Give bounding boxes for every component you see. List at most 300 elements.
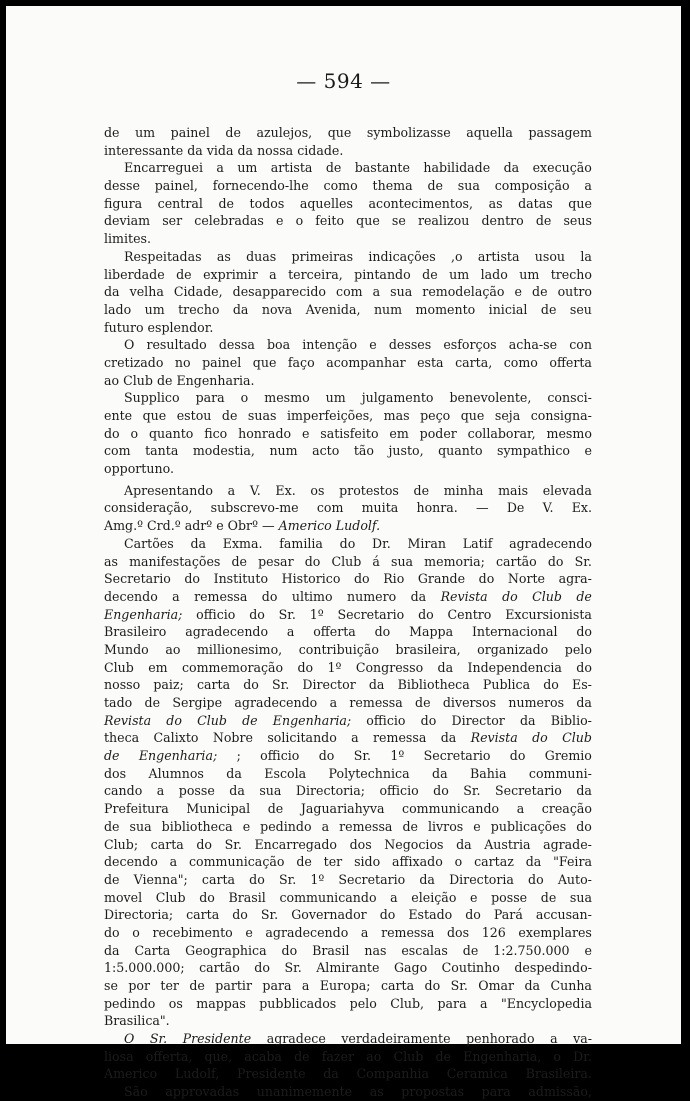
text-line [104, 959, 592, 977]
word: agrade- [543, 836, 592, 852]
word: Engenharia, [463, 1048, 542, 1064]
word: num [373, 301, 403, 317]
word: datas [518, 195, 553, 211]
italic-word: Sr. [149, 1031, 168, 1047]
word: V. [542, 500, 554, 516]
word: consci- [547, 390, 592, 406]
word: acontecimentos, [368, 195, 473, 211]
word: esta [417, 354, 444, 370]
word: todos [249, 195, 285, 211]
word: 1º [390, 748, 405, 764]
text-line [104, 389, 592, 407]
word: da [190, 535, 207, 551]
word: de [218, 195, 234, 211]
text-line [104, 995, 592, 1013]
word: Avenida, [305, 301, 361, 317]
word: Pará [493, 907, 523, 923]
word: Amg.º [104, 518, 144, 534]
word: ultimo [291, 588, 333, 604]
word: satisfeito [320, 425, 379, 441]
word: Dr. [573, 1048, 592, 1064]
word: desses [388, 337, 432, 353]
word: agradecendo [234, 695, 318, 710]
word: pedindo [260, 818, 312, 834]
word: do [353, 571, 370, 587]
word: habilidade [423, 160, 491, 176]
word: despedindo- [514, 960, 592, 976]
italic-word: Club [562, 730, 592, 746]
word: quanto [148, 425, 194, 441]
word: officio [366, 712, 406, 728]
word: Bahia [470, 765, 507, 781]
word: imperfeições, [286, 408, 374, 423]
word: de [156, 372, 173, 388]
word: Cartões [124, 535, 174, 551]
word: Secretario [338, 871, 406, 887]
word: theca [104, 730, 140, 746]
word: Ceramica [446, 1066, 508, 1082]
word: Secretario [337, 606, 405, 622]
text-line [104, 570, 592, 588]
word: Sr. [260, 907, 279, 923]
word: velha [129, 284, 164, 300]
word: a [584, 178, 592, 194]
word: um [135, 125, 156, 140]
word: fornecendo-lhe [212, 178, 309, 194]
italic-word: Engenharia; [104, 606, 183, 622]
text-line [104, 535, 592, 553]
word: se [391, 213, 406, 229]
word: do [478, 571, 495, 587]
italic-word: Ludolf. [335, 518, 381, 534]
word: composição [494, 178, 570, 194]
word: Club [155, 889, 186, 905]
word: azulejos, [256, 125, 313, 140]
word: Latif [462, 535, 493, 551]
word: Alumnos [148, 765, 204, 781]
word: publicações [490, 818, 567, 834]
word: communicando [402, 801, 500, 817]
word: do [418, 606, 434, 622]
word: accusan- [535, 907, 592, 923]
word: para [437, 995, 467, 1011]
word: decendo [104, 854, 158, 870]
word: unanimemente [256, 1084, 353, 1100]
word: com [316, 500, 344, 516]
word: peço [420, 408, 451, 423]
word: commemoração [181, 659, 284, 675]
word: Engenharia. [176, 372, 255, 388]
word: á [372, 553, 380, 569]
word: Estado [408, 907, 453, 923]
text-line [104, 712, 592, 730]
word: paiz; [153, 677, 184, 693]
text-line [104, 889, 592, 907]
text-line [104, 499, 592, 517]
word: em [389, 425, 409, 441]
word: interessante [104, 142, 184, 158]
word: ente [104, 408, 133, 423]
word: artista [477, 248, 520, 264]
word: carta, [455, 354, 493, 370]
word: Polytechnica [328, 765, 410, 781]
word: de [422, 266, 438, 282]
word: sido [354, 854, 381, 870]
word: num [269, 443, 298, 459]
word: Ludolf, [174, 1066, 220, 1082]
word: agra- [558, 571, 592, 587]
word: Club; [104, 836, 139, 852]
word: Brasil [312, 942, 350, 958]
word: sua [457, 178, 480, 194]
text-line [104, 460, 592, 478]
italic-word: O [124, 1031, 135, 1047]
word: que [568, 195, 592, 211]
word: 1º [327, 659, 342, 675]
word: Nobre [212, 730, 253, 746]
word: 1:2.750.000 [493, 942, 570, 958]
word: suas [247, 408, 277, 423]
word: o [132, 924, 140, 940]
word: do [528, 871, 544, 887]
word: sua [259, 783, 282, 799]
italic-word: Engenharia; [138, 748, 218, 764]
word: do [509, 748, 526, 764]
word: 126 [481, 924, 506, 940]
word: os [310, 482, 325, 498]
word: livros [428, 818, 464, 834]
word: Omar [478, 978, 515, 993]
word: painel [202, 354, 242, 370]
word: Brasileira. [525, 1066, 592, 1082]
word: do [576, 818, 592, 834]
word: e [245, 924, 253, 940]
word: memoria; [424, 553, 485, 569]
word: a [550, 1031, 558, 1047]
word: um [519, 266, 540, 282]
text-line [104, 1012, 592, 1030]
text-line [104, 729, 592, 747]
word: execução [532, 160, 592, 176]
word: de [462, 942, 479, 958]
word: Sr. [353, 748, 372, 764]
word: vida [206, 142, 234, 158]
word: Gago [393, 960, 428, 976]
word: manifestações [129, 553, 221, 569]
text-line [104, 800, 592, 818]
word: Sr. [278, 871, 297, 887]
word: — [476, 500, 489, 516]
word: esplendor. [147, 319, 214, 335]
word: da [437, 659, 454, 675]
word: movel [104, 889, 143, 905]
word: trecho [178, 301, 220, 317]
word: V. [249, 482, 261, 498]
word: central [157, 195, 203, 211]
word: bastante [354, 160, 410, 176]
word: do [249, 871, 265, 887]
text-line [104, 659, 592, 677]
word: cartaz [474, 854, 514, 870]
word: de [540, 889, 557, 905]
word: a [227, 482, 236, 498]
text-line [104, 425, 592, 443]
word: communi- [528, 765, 592, 781]
word: officio [379, 783, 419, 799]
word: Rio [383, 571, 405, 587]
word: cidade. [297, 142, 344, 158]
text-line [104, 442, 592, 460]
word: communicando [279, 889, 377, 905]
word: Biblio- [550, 712, 592, 728]
word: o [295, 213, 304, 229]
word: Sr. [272, 677, 290, 693]
word: um [144, 301, 165, 317]
word: Secretario [495, 783, 562, 799]
word: Club, [390, 995, 425, 1011]
word: do [304, 553, 321, 569]
word: da [456, 836, 472, 852]
word: mesmo [264, 390, 310, 406]
word: affixado [392, 854, 443, 870]
word: Internacional [471, 624, 558, 640]
word: painel [170, 125, 210, 140]
word: minha [443, 482, 484, 498]
word: que, [204, 1048, 233, 1064]
word: dos [447, 924, 470, 940]
word: lado [480, 266, 508, 282]
word: benevolente, [449, 390, 532, 406]
word: Carta [134, 942, 171, 958]
text-line [104, 641, 592, 659]
word: ; [236, 748, 241, 764]
word: remessa [339, 818, 393, 834]
word: verdadeiramente [341, 1031, 451, 1047]
word: da [232, 301, 249, 317]
word: o [240, 390, 249, 406]
word: Congresso [355, 659, 424, 675]
word: de [294, 1048, 310, 1064]
text-line [104, 212, 592, 230]
word: as [369, 1084, 384, 1100]
text-line [104, 177, 592, 195]
italic-word: do [502, 588, 518, 604]
word: do [199, 889, 215, 905]
word: exemplares [518, 924, 592, 940]
text-line [104, 124, 592, 142]
word: carta [196, 677, 231, 693]
italic-word: do [166, 712, 182, 728]
word: indicações [368, 248, 436, 264]
word: remessa [349, 695, 403, 710]
word: tanta [145, 443, 179, 459]
word: nas [364, 942, 387, 958]
word: seus [563, 213, 592, 229]
word: Independencia [467, 659, 562, 675]
word: De [506, 500, 525, 516]
word: para [262, 978, 292, 993]
word: e [584, 942, 592, 958]
word: deviam [104, 213, 151, 229]
word: Americo [104, 1066, 158, 1082]
word: da [525, 854, 542, 870]
word: do [379, 907, 396, 923]
word: de [427, 178, 443, 194]
word: passagem [528, 125, 592, 140]
word: Calixto [153, 730, 199, 746]
word: Grande [417, 571, 466, 587]
word: e [301, 425, 310, 441]
text-line [104, 1048, 592, 1066]
word: da [226, 765, 242, 781]
word: 1:5.000.000; [104, 960, 185, 976]
word: remessa [373, 730, 427, 746]
word: sua [569, 889, 592, 905]
word: Exma. [222, 535, 263, 551]
word: sua [129, 818, 152, 834]
body-text [104, 124, 592, 1101]
word: da [503, 160, 520, 176]
word: liosa [104, 1048, 134, 1064]
word: agradecendo [509, 535, 592, 551]
word: trecho [550, 266, 592, 282]
word: Apresentando [124, 482, 213, 498]
italic-word: do [532, 730, 548, 746]
word: de [225, 125, 241, 140]
italic-word: de [576, 588, 592, 604]
word: da [104, 942, 120, 958]
word: diversos [442, 695, 497, 710]
text-line [104, 553, 592, 571]
word: officio [196, 606, 236, 622]
word: symbolizasse [366, 125, 451, 140]
word: millionesimo, [196, 641, 283, 657]
word: seu [569, 301, 592, 317]
word: dessa [218, 337, 255, 353]
word: e [216, 518, 224, 534]
word: desse [104, 178, 140, 194]
word: Sr. [224, 836, 242, 852]
word: consideração, [104, 500, 193, 516]
word: julgamento [361, 390, 434, 406]
word: do [543, 677, 559, 693]
word: do [297, 659, 314, 675]
word: painel, [154, 178, 198, 194]
word: collaborar, [467, 425, 536, 441]
word: a [216, 160, 224, 176]
word: Brasil [228, 889, 266, 905]
word: remodelação [422, 284, 505, 300]
word: pelo [349, 995, 377, 1011]
word: Prefeitura [104, 801, 169, 817]
text-line [104, 407, 592, 425]
word: e [369, 337, 377, 353]
word: cartão [199, 960, 240, 976]
word: pelo [564, 641, 592, 657]
word: eleição [411, 889, 457, 905]
word: Norte [507, 571, 545, 587]
word: e [514, 284, 522, 300]
word: um [449, 266, 470, 282]
word: elevada [542, 482, 592, 498]
word: remessa [194, 588, 248, 604]
word: Companhia [356, 1066, 430, 1082]
word: — [262, 518, 275, 534]
word: um [325, 390, 346, 406]
word: em [148, 659, 168, 675]
word: penhorado [466, 1031, 535, 1047]
text-line [104, 301, 592, 319]
word: o [130, 425, 139, 441]
text-line [104, 906, 592, 924]
word: posse [491, 889, 528, 905]
word: do [261, 588, 278, 604]
word: momento [415, 301, 476, 317]
word: desapparecido [232, 284, 326, 300]
word: Instituto [213, 571, 269, 587]
word: pintando [354, 266, 411, 282]
word: e [473, 818, 481, 834]
word: carta [201, 871, 236, 887]
word: Directoria; [295, 783, 365, 799]
text-line [104, 482, 592, 500]
word: a [269, 266, 277, 282]
word: do [254, 960, 270, 976]
word: Negocios [384, 836, 444, 852]
word: Secretario [423, 748, 491, 764]
word: acaba [244, 1048, 282, 1064]
word: acha-se [508, 337, 558, 353]
word: Secretario [104, 571, 171, 587]
word: que [327, 125, 352, 140]
word: mappas [196, 995, 246, 1011]
word: posse [178, 783, 215, 799]
word: do [465, 907, 481, 923]
word: Sergipe [172, 695, 223, 710]
word: do [339, 535, 356, 551]
word: aquella [466, 125, 513, 140]
word: tão [353, 443, 374, 459]
word: Directoria [449, 871, 514, 887]
word: Municipal [186, 801, 251, 817]
word: Mundo [104, 641, 149, 657]
word: do [433, 783, 449, 799]
word: que [356, 213, 380, 229]
word: do [576, 624, 592, 640]
word: consigna- [530, 408, 592, 423]
word: faço [287, 354, 315, 370]
word: do [196, 836, 213, 852]
word: escalas [401, 942, 448, 958]
word: Coutinho [441, 960, 500, 976]
word: contribuição [298, 641, 379, 657]
word: adrº [184, 518, 213, 534]
text-line [104, 694, 592, 712]
word: da [576, 783, 592, 799]
word: de [532, 284, 548, 300]
text-line [104, 230, 592, 248]
word: a [301, 978, 310, 993]
word: a [390, 889, 398, 905]
word: O [124, 337, 135, 353]
italic-word: Revista [470, 730, 518, 746]
word: Club [123, 372, 153, 388]
word: estou [176, 408, 212, 423]
word: Miran [407, 535, 447, 551]
word: Director [302, 677, 356, 693]
word: a [321, 818, 330, 834]
word: 1º [309, 606, 324, 622]
